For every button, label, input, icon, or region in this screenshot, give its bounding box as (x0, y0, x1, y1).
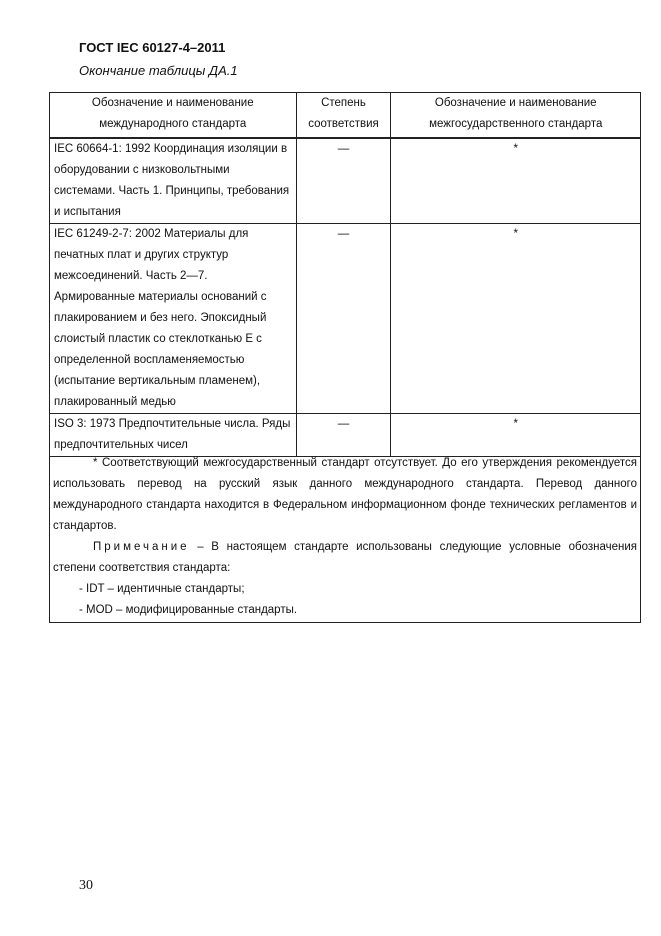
table-row (50, 224, 641, 414)
table-header-row (50, 93, 641, 139)
column-header-international: Обозначение и наименование международного стандарта (50, 93, 297, 139)
international-standard-cell: IEC 61249-2-7: 2002 Материалы для печатных плат и других структур межсоединений. Часть 2—7. Армированные материалы оснований с плакированием и без него. Эпоксидный слоистый пластик со стеклотканью Е с определенной воспламеняемостью (испытание вертикальным пламенем), плакированный медью (50, 224, 297, 414)
table-caption: Окончание таблицы ДА.1 (79, 63, 238, 78)
document-header: ГОСТ IEC 60127-4–2011 (79, 40, 226, 55)
degree-cell: — (296, 224, 391, 414)
standards-table (49, 92, 641, 457)
list-item: - MOD – модифицированные стандарты. (79, 604, 298, 616)
table-row (50, 138, 641, 224)
column-header-degree: Степень соответствия (296, 93, 391, 139)
table-row (50, 414, 641, 457)
page-number: 30 (79, 878, 93, 893)
note-text: – В настоящем стандарте использованы следующие условные обозначения степени соответствия стандарта: (53, 541, 637, 574)
degree-cell: — (296, 138, 391, 224)
international-standard-cell: ISO 3: 1973 Предпочтительные числа. Ряды предпочтительных чисел (50, 414, 297, 457)
interstate-standard-cell: * (391, 138, 641, 224)
interstate-standard-cell: * (391, 414, 641, 457)
star-footnote: * Соответствующий межгосударственный стандарт отсутствует. До его утверждения рекомендуется использовать перевод на русский язык данного международного стандарта. Перевод данного международного стандарта находится в Федеральном информационном фонде технических регламентов и стандартов. (53, 457, 637, 532)
interstate-standard-cell: * (391, 224, 641, 414)
international-standard-cell: IEC 60664-1: 1992 Координация изоляции в оборудовании с низковольтными системами. Часть 1. Принципы, требования и испытания (50, 138, 297, 224)
table-footnote (49, 453, 641, 623)
column-header-interstate: Обозначение и наименование межгосударственного стандарта (391, 93, 641, 139)
note-paragraph (53, 537, 637, 579)
note-label: Примечание (93, 541, 190, 553)
degree-cell: — (296, 414, 391, 457)
list-item: - IDT – идентичные стандарты; (79, 583, 245, 595)
